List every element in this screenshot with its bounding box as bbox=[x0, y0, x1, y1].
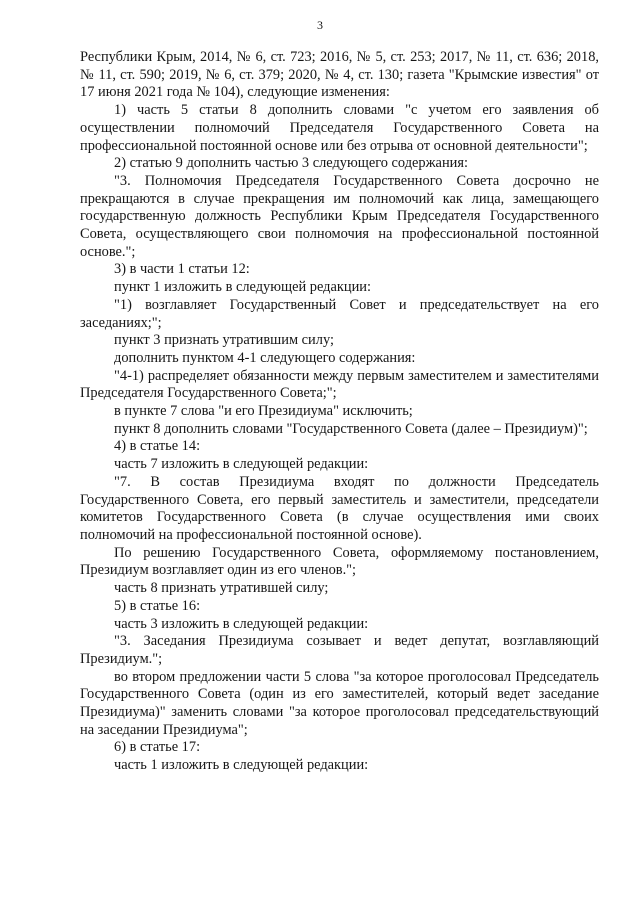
paragraph: "3. Заседания Президиума созывает и ведет депутат, возглавляющий Президиум."; bbox=[80, 633, 599, 667]
paragraph: пункт 3 признать утратившим силу; bbox=[114, 332, 334, 349]
paragraph: 6) в статье 17: bbox=[114, 739, 201, 756]
paragraph: пункт 1 изложить в следующей редакции: bbox=[114, 279, 371, 296]
paragraph: "3. Полномочия Председателя Государственного Совета досрочно не прекращаются в случае прекращения им полномочий как лица, замещающего государственную должность Республики Крым Председателя Государственного Совета, осуществляющего свои полномочия на профессиональной постоянной основе."; bbox=[80, 172, 599, 260]
paragraph: "4-1) распределяет обязанности между первым заместителем и заместителями Председателя Государственного Совета;"; bbox=[80, 367, 599, 402]
paragraph: часть 8 признать утратившей силу; bbox=[114, 580, 329, 597]
paragraph: часть 1 изложить в следующей редакции: bbox=[114, 757, 369, 774]
paragraph: 3) в части 1 статьи 12: bbox=[114, 261, 250, 278]
page-number: 3 bbox=[317, 18, 323, 32]
paragraph: "1) возглавляет Государственный Совет и председательствует на его заседаниях;"; bbox=[80, 296, 599, 331]
paragraph: дополнить пунктом 4-1 следующего содержания: bbox=[114, 349, 416, 366]
paragraph: 4) в статье 14: bbox=[114, 438, 201, 455]
paragraph: пункт 8 дополнить словами "Государственного Совета (далее – Президиум)"; bbox=[114, 420, 588, 437]
paragraph: во втором предложении части 5 слова "за которое проголосовал Председатель Государственного Совета (один из его заместителей, который ведет заседание Президиума)" заменить словами "за которое проголосовал председательствующий на заседании Президиума"; bbox=[80, 668, 599, 738]
document-body bbox=[80, 49, 599, 775]
paragraph: 1) часть 5 статьи 8 дополнить словами "с учетом его заявления об осуществлении полномочий Председателя Государственного Совета на профессиональной постоянной основе или без отрыва от основной деятельности"; bbox=[80, 102, 599, 154]
paragraph: 5) в статье 16: bbox=[114, 597, 201, 614]
paragraph: "7. В состав Президиума входят по должности Председатель Государственного Совета, его первый заместитель и заместители, председатели комитетов Государственного Совета (в случае осуществления ими своих полномочий на профессиональной постоянной основе). bbox=[80, 473, 599, 543]
paragraph: По решению Государственного Совета, оформляемому постановлением, Президиум возглавляет один из его членов."; bbox=[80, 544, 599, 579]
paragraph: Республики Крым, 2014, № 6, ст. 723; 2016, № 5, ст. 253; 2017, № 11, ст. 636; 2018, № 11, ст. 590; 2019, № 6, ст. 379; 2020, № 4, ст. 130; газета "Крымские известия" от 17 июня 2021 года № 104), следующие изменения: bbox=[80, 49, 599, 101]
paragraph: в пункте 7 слова "и его Президиума" исключить; bbox=[114, 403, 413, 420]
paragraph: 2) статью 9 дополнить частью 3 следующего содержания: bbox=[114, 155, 468, 172]
paragraph: часть 7 изложить в следующей редакции: bbox=[114, 456, 369, 473]
paragraph: часть 3 изложить в следующей редакции: bbox=[114, 615, 369, 632]
